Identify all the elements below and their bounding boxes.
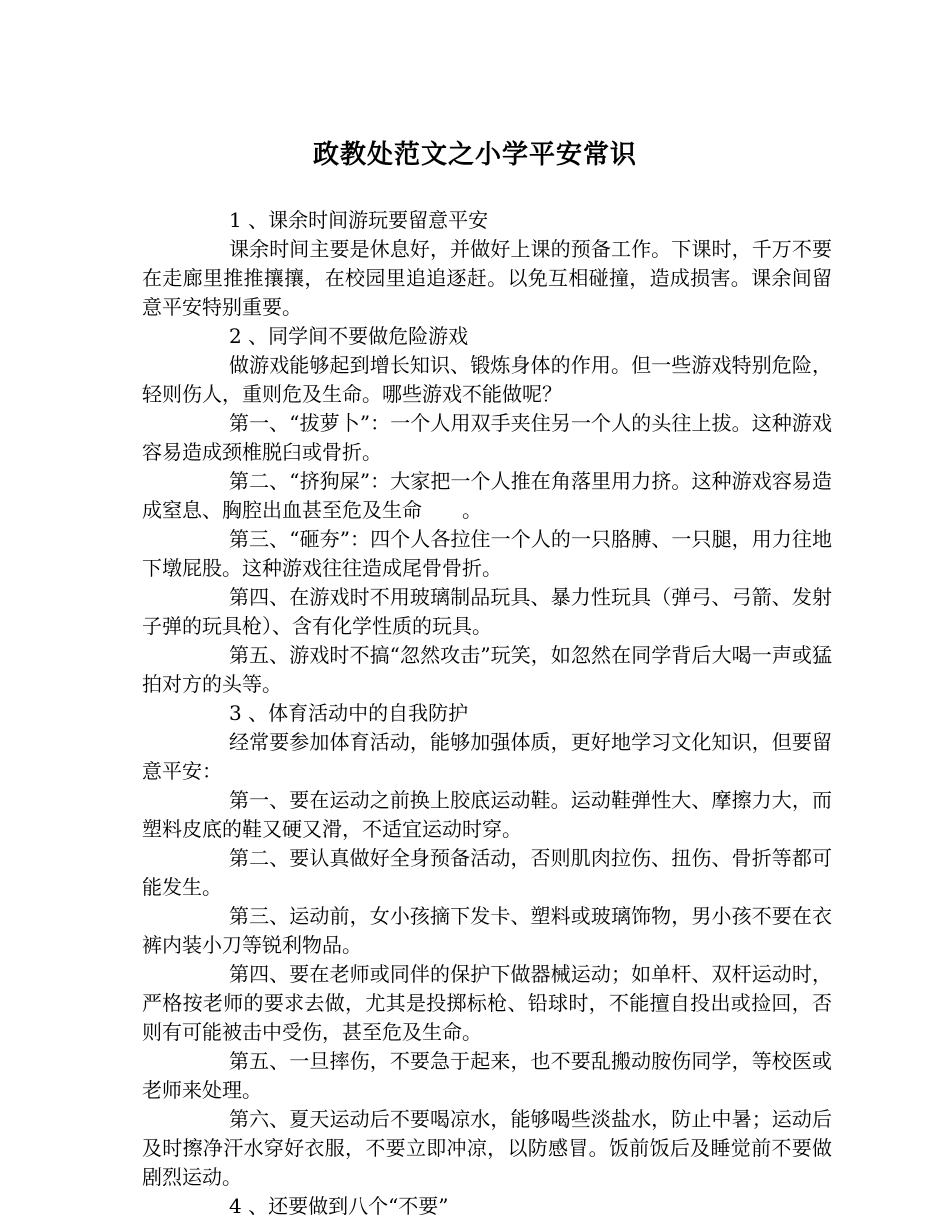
list-item: 第四、要在老师或同伴的保护下做器械运动；如单杆、双杆运动时，严格按老师的要求去做，尤其是投掷标枪、铅球时，不能擅自投出或捡回，否则有可能被击中受伤，甚至危及生命。 bbox=[142, 962, 832, 1044]
section-heading-4: 4 、还要做到八个“不要” bbox=[229, 1194, 449, 1218]
list-item: 第五、一旦摔伤，不要急于起来，也不要乱搬动胺伤同学，等校医或老师来处理。 bbox=[142, 1049, 832, 1102]
list-item: 第三、运动前，女小孩摘下发卡、塑料或玻璃饰物，男小孩不要在衣裤内装小刀等锐利物品。 bbox=[142, 904, 832, 957]
section-heading-2: 2 、同学间不要做危险游戏 bbox=[229, 324, 469, 348]
list-item: 第五、游戏时不搞“忽然攻击”玩笑，如忽然在同学背后大喝一声或猛拍对方的头等。 bbox=[142, 643, 832, 696]
section-heading-1: 1 、课余时间游玩要留意平安 bbox=[229, 208, 489, 232]
list-item: 第二、“挤狗屎”：大家把一个人推在角落里用力挤。这种游戏容易造成窒息、胸腔出血甚至危及生命 。 bbox=[142, 469, 832, 522]
paragraph: 经常要参加体育活动，能够加强体质，更好地学习文化知识，但要留意平安： bbox=[142, 730, 832, 783]
document-body bbox=[142, 206, 832, 1221]
list-item: 第三、“砸夯”：四个人各拉住一个人的一只胳膊、一只腿，用力往地下墩屁股。这种游戏往往造成尾骨骨折。 bbox=[142, 527, 832, 580]
section-heading-3: 3 、体育活动中的自我防护 bbox=[229, 701, 469, 725]
list-item: 第四、在游戏时不用玻璃制品玩具、暴力性玩具（弹弓、弓箭、发射子弹的玩具枪）、含有化学性质的玩具。 bbox=[142, 585, 832, 638]
document-title: 政教处范文之小学平安常识 bbox=[312, 140, 637, 170]
list-item: 第一、“拔萝卜”：一个人用双手夹住另一个人的头往上拔。这种游戏容易造成颈椎脱臼或骨折。 bbox=[142, 411, 832, 464]
paragraph: 课余时间主要是休息好，并做好上课的预备工作。下课时，千万不要在走廊里推推攘攘，在校园里追追逐赶。以免互相碰撞，造成损害。课余间留意平安特别重要。 bbox=[142, 237, 832, 319]
paragraph: 做游戏能够起到增长知识、锻炼身体的作用。但一些游戏特别危险，轻则伤人，重则危及生命。哪些游戏不能做呢？ bbox=[142, 353, 832, 406]
list-item: 第六、夏天运动后不要喝凉水，能够喝些淡盐水，防止中暑；运动后及时擦净汗水穿好衣服，不要立即冲凉，以防感冒。饭前饭后及睡觉前不要做剧烈运动。 bbox=[142, 1107, 832, 1189]
list-item: 第二、要认真做好全身预备活动，否则肌肉拉伤、扭伤、骨折等都可能发生。 bbox=[142, 846, 832, 899]
list-item: 第一、要在运动之前换上胶底运动鞋。运动鞋弹性大、摩擦力大，而塑料皮底的鞋又硬又滑，不适宜运动时穿。 bbox=[142, 788, 832, 841]
